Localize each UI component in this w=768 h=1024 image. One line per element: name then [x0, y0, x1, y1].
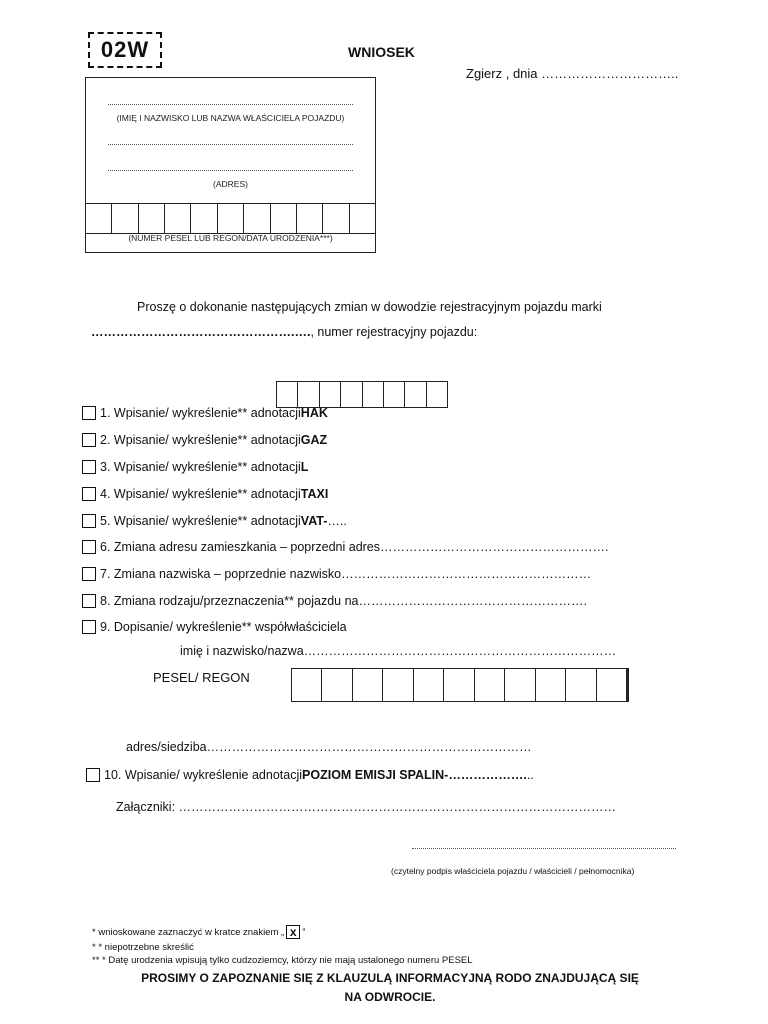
option-10-bold: POZIOM EMISJI SPALIN-……………….: [302, 768, 527, 782]
reg-cell[interactable]: [320, 382, 341, 407]
option-9: [82, 620, 347, 634]
pesel-cell[interactable]: [244, 204, 270, 233]
vehicle-make-field[interactable]: ………………………………………….….: [91, 325, 311, 339]
gdpr-notice: PROSIMY O ZAPOZNANIE SIĘ Z KLAUZULĄ INFORMACYJNĄ RODO ZNAJDUJĄCĄ SIĘ NA ODWROCIE.: [141, 971, 639, 1004]
owner-pesel-grid: [86, 203, 375, 234]
reg-cell[interactable]: [277, 382, 298, 407]
option-2-bold: GAZ: [300, 433, 328, 447]
intro-line-2: [91, 325, 477, 339]
option-3-text: 3. Wpisanie/ wykreślenie** adnotacji: [100, 460, 301, 474]
option-8: [82, 594, 587, 608]
owner-box: [85, 77, 376, 253]
option-5: [82, 514, 347, 528]
pesel-cell[interactable]: [165, 204, 191, 233]
pesel-cell[interactable]: [350, 204, 375, 233]
reg-cell[interactable]: [363, 382, 384, 407]
co-owner-address-line[interactable]: adres/siedziba……………………………………………………………………: [126, 740, 532, 754]
option-5-checkbox[interactable]: [82, 514, 96, 528]
option-10: [86, 768, 534, 782]
reg-cell[interactable]: [341, 382, 362, 407]
option-2-checkbox[interactable]: [82, 433, 96, 447]
option-7-dots[interactable]: ……………………………………………………: [341, 567, 592, 581]
registration-number-grid: [276, 381, 448, 408]
city-date-line: Zgierz , dnia …………………………..: [466, 66, 679, 81]
option-4-checkbox[interactable]: [82, 487, 96, 501]
pesel-cell[interactable]: [271, 204, 297, 233]
footnote-3: ** * Datę urodzenia wpisują tylko cudzoziemcy, którzy nie mają ustalonego numeru PESEL: [92, 955, 473, 966]
option-7: [82, 567, 591, 581]
option-7-checkbox[interactable]: [82, 567, 96, 581]
option-2-text: 2. Wpisanie/ wykreślenie** adnotacji: [100, 433, 301, 447]
form-code-badge: 02W: [88, 32, 162, 68]
pesel-cell[interactable]: [566, 669, 596, 701]
option-6: [82, 540, 609, 554]
pesel-cell[interactable]: [86, 204, 112, 233]
pesel-cell[interactable]: [597, 669, 628, 701]
pesel-cell[interactable]: [292, 669, 322, 701]
pesel-cell[interactable]: [322, 669, 352, 701]
pesel-cell[interactable]: [475, 669, 505, 701]
footnote-2: * * niepotrzebne skreślić: [92, 942, 194, 953]
option-1-checkbox[interactable]: [82, 406, 96, 420]
option-8-checkbox[interactable]: [82, 594, 96, 608]
option-8-dots[interactable]: ……………………………………………….: [358, 594, 587, 608]
option-10-checkbox[interactable]: [86, 768, 100, 782]
owner-name-line[interactable]: [108, 104, 353, 105]
option-5-text: 5. Wpisanie/ wykreślenie** adnotacji: [100, 514, 301, 528]
option-3-checkbox[interactable]: [82, 460, 96, 474]
owner-address-line-1[interactable]: [108, 144, 353, 145]
reg-cell[interactable]: [427, 382, 447, 407]
pesel-cell[interactable]: [297, 204, 323, 233]
form-title: WNIOSEK: [348, 44, 415, 60]
option-6-text: 6. Zmiana adresu zamieszkania – poprzedni adres: [100, 540, 381, 554]
pesel-cell[interactable]: [191, 204, 217, 233]
footnote-1: [92, 925, 305, 939]
pesel-cell[interactable]: [444, 669, 474, 701]
option-6-checkbox[interactable]: [82, 540, 96, 554]
option-6-dots[interactable]: ……………………………………………….: [380, 540, 609, 554]
pesel-cell[interactable]: [536, 669, 566, 701]
option-7-text: 7. Zmiana nazwiska – poprzednie nazwisko: [100, 567, 342, 581]
option-4-bold: TAXI: [300, 487, 329, 501]
option-8-text: 8. Zmiana rodzaju/przeznaczenia** pojazdu na: [100, 594, 359, 608]
pesel-cell[interactable]: [139, 204, 165, 233]
pesel-cell[interactable]: [505, 669, 535, 701]
pesel-cell[interactable]: [353, 669, 383, 701]
registration-number-label: , numer rejestracyjny pojazdu:: [310, 325, 478, 339]
option-9-checkbox[interactable]: [82, 620, 96, 634]
signature-line[interactable]: [412, 848, 676, 849]
signature-caption: (czytelny podpis właściciela pojazdu / właścicieli / pełnomocnika): [391, 866, 635, 876]
option-10-suffix: ..: [526, 768, 534, 782]
reg-cell[interactable]: [384, 382, 405, 407]
owner-name-caption: (IMIĘ I NAZWISKO LUB NAZWA WŁAŚCICIELA POJAZDU): [116, 113, 345, 123]
attachments-line[interactable]: Załączniki: ……………………………………………………………………………………………: [116, 800, 617, 814]
reg-cell[interactable]: [298, 382, 319, 407]
option-3: [82, 460, 308, 474]
footnote-1-end: ”: [302, 926, 306, 938]
option-1: [82, 406, 328, 420]
owner-address-caption: (ADRES): [213, 179, 248, 189]
option-1-bold: HAK: [300, 406, 328, 420]
pesel-cell[interactable]: [414, 669, 444, 701]
co-owner-pesel-grid: [291, 668, 629, 702]
option-10-text: 10. Wpisanie/ wykreślenie adnotacji: [104, 768, 303, 782]
option-5-bold: VAT-: [300, 514, 328, 528]
option-5-suffix: …..: [327, 514, 347, 528]
owner-pesel-caption: (NUMER PESEL LUB REGON/DATA URODZENIA***): [128, 233, 333, 243]
intro-line-1: Proszę o dokonanie następujących zmian w dowodzie rejestracyjnym pojazdu marki: [137, 300, 602, 314]
reg-cell[interactable]: [405, 382, 426, 407]
pesel-cell[interactable]: [218, 204, 244, 233]
option-9-text: 9. Dopisanie/ wykreślenie** współwłaściciela: [100, 620, 347, 634]
option-4: [82, 487, 328, 501]
option-4-text: 4. Wpisanie/ wykreślenie** adnotacji: [100, 487, 301, 501]
pesel-cell[interactable]: [112, 204, 138, 233]
option-3-bold: L: [300, 460, 309, 474]
option-1-text: 1. Wpisanie/ wykreślenie** adnotacji: [100, 406, 301, 420]
co-owner-name-line[interactable]: imię i nazwisko/nazwa…………………………………………………………………: [180, 644, 617, 658]
x-mark-icon: x: [286, 925, 300, 939]
option-2: [82, 433, 327, 447]
co-owner-pesel-label: PESEL/ REGON: [153, 670, 250, 685]
pesel-cell[interactable]: [323, 204, 349, 233]
pesel-cell[interactable]: [383, 669, 413, 701]
owner-address-line-2[interactable]: [108, 170, 353, 171]
footnote-1-text: * wnioskowane zaznaczyć w kratce znakiem „: [92, 926, 285, 938]
